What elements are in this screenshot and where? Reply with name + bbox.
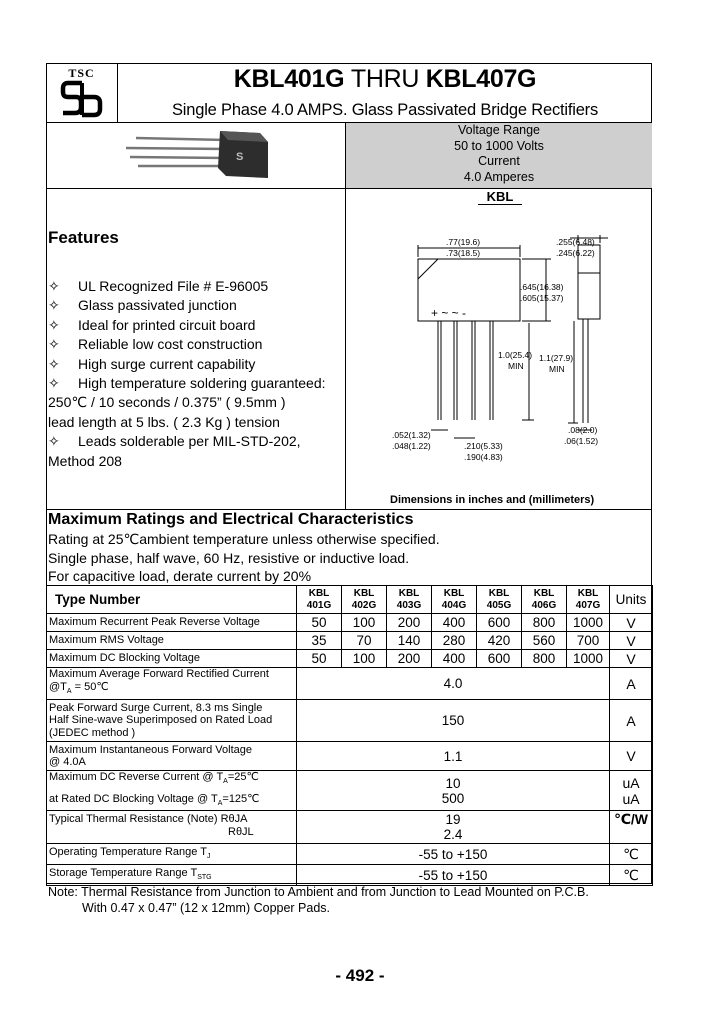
current-value: 4.0 Amperes	[463, 169, 535, 184]
ratings-table	[46, 585, 653, 886]
dim-width-min: .73(18.5)	[446, 248, 481, 258]
star-bullet-icon: ✧	[48, 297, 60, 314]
footnote-line-1: Note: Thermal Resistance from Junction to Ambient and from Junction to Lead Mounted on P.C.B.	[48, 885, 589, 899]
dim-thick-max: .255(6.48)	[556, 237, 595, 247]
footnote-line-2: With 0.47 x 0.47” (12 x 12mm) Copper Pads.	[82, 901, 331, 915]
feature-item: ✧ Leads solderable per MIL-STD-202,	[48, 432, 343, 451]
dim-pitch-max: .210(5.33)	[464, 441, 503, 451]
star-bullet-icon: ✧	[48, 355, 60, 372]
rating-summary-box	[346, 123, 652, 188]
table-row: Maximum DC Blocking Voltage 50 100 200 400 600 800 1000 V	[47, 650, 653, 668]
dim-pin-w-max: .052(1.32)	[392, 430, 431, 440]
feature-item: ✧ High temperature soldering guaranteed:	[48, 374, 343, 393]
svg-text:S: S	[236, 151, 244, 163]
page-subtitle: Single Phase 4.0 AMPS. Glass Passivated Bridge Rectifiers	[171, 101, 599, 119]
table-row: Maximum Instantaneous Forward Voltage @ 4.0A 1.1 V	[47, 742, 653, 771]
feature-continuation: Method 208	[48, 452, 122, 469]
page-title	[118, 65, 652, 94]
feature-continuation: 250℃ / 10 seconds / 0.375” ( 9.5mm )	[48, 394, 286, 411]
dim-pin-w-min: .048(1.22)	[392, 441, 431, 451]
voltage-range-value: 50 to 1000 Volts	[454, 138, 544, 153]
table-row: Maximum Recurrent Peak Reverse Voltage 50 100 200 400 600 800 1000 V	[47, 614, 653, 632]
dim-thick-min: .245(6.22)	[556, 248, 595, 258]
dimension-caption: Dimensions in inches and (millimeters)	[390, 494, 595, 506]
dim-height-max: .645(16.38)	[520, 282, 564, 292]
pin-polarity-marks: + ~ ~ -	[431, 306, 467, 320]
model-header: KBL 404G	[432, 586, 477, 614]
star-bullet-icon: ✧	[48, 375, 60, 392]
page-number: - 492 -	[335, 966, 385, 985]
features-list	[48, 277, 343, 471]
ratings-divider	[46, 509, 652, 510]
ratings-line-2: Single phase, half wave, 60 Hz, resistive or inductive load.	[48, 550, 410, 566]
table-row: Typical Thermal Resistance (Note) RθJA RθJL 19 2.4 ℃/W	[47, 811, 653, 844]
logo-mark-icon	[60, 80, 104, 118]
package-outline-drawing	[346, 205, 652, 490]
current-label: Current	[478, 154, 520, 168]
model-header: KBL 401G	[297, 586, 342, 614]
dim-lead-len2: 1.1(27.9)	[539, 353, 574, 363]
title-part2: KBL407G	[425, 65, 537, 93]
model-header: KBL 406G	[522, 586, 567, 614]
dim-pitch-min: .190(4.83)	[464, 452, 503, 462]
model-header: KBL 402G	[342, 586, 387, 614]
feature-item: ✧ Glass passivated junction	[48, 296, 343, 315]
ratings-line-3: For capacitive load, derate current by 20%	[48, 568, 312, 584]
table-row: Storage Temperature Range $T_{STG}$ -55 to +150 ℃	[47, 865, 653, 886]
units-header: Units	[610, 586, 653, 614]
feature-continuation: lead length at 5 lbs. ( 2.3 Kg ) tension	[48, 413, 280, 430]
tsc-logo	[46, 63, 117, 122]
model-header: KBL 405G	[477, 586, 522, 614]
dim-lead-len-min: MIN	[508, 361, 524, 371]
type-number-header: Type Number	[47, 586, 297, 614]
ratings-heading: Maximum Ratings and Electrical Characteristics	[48, 511, 414, 528]
star-bullet-icon: ✧	[48, 278, 60, 294]
table-header-row	[47, 586, 653, 614]
table-row: Maximum Average Forward Rectified Current $@T_A$ = 50℃ 4.0 A	[47, 668, 653, 700]
star-bullet-icon: ✧	[48, 336, 60, 353]
dim-lead-len2-min: MIN	[549, 364, 565, 374]
title-thru: THRU	[350, 65, 420, 93]
dim-lead-t-min: .06(1.52)	[564, 436, 599, 446]
product-divider	[46, 188, 652, 189]
table-row: Maximum RMS Voltage 35 70 140 280 420 560 700 V	[47, 632, 653, 650]
dim-lead-len: 1.0(25.4)	[498, 350, 533, 360]
model-header: KBL 407G	[567, 586, 610, 614]
feature-item: ✧ Reliable low cost construction	[48, 335, 343, 354]
feature-item: ✧ High surge current capability	[48, 355, 343, 374]
ratings-line-1: Rating at 25℃ambient temperature unless otherwise specified.	[48, 531, 440, 547]
title-part1: KBL401G	[233, 65, 345, 93]
table-row: Maximum DC Reverse Current @ $T_A=25℃$ at Rated DC Blocking Voltage @ $T_A=125℃$ 10 500 uA uA	[47, 771, 653, 811]
bridge-rectifier-image	[118, 128, 268, 182]
features-heading: Features	[48, 228, 119, 247]
feature-item: ✧ Ideal for printed circuit board	[48, 316, 343, 335]
star-bullet-icon: ✧	[48, 316, 60, 333]
model-header: KBL 403G	[387, 586, 432, 614]
voltage-range-label: Voltage Range	[457, 123, 540, 137]
logo-text: TSC	[68, 66, 95, 80]
package-label: KBL	[478, 189, 522, 205]
dim-width-max: .77(19.6)	[446, 237, 481, 247]
table-row: Operating Temperature Range $T_J$ -55 to +150 ℃	[47, 844, 653, 865]
table-row: Peak Forward Surge Current, 8.3 ms Single Half Sine-wave Superimposed on Rated Load (JEDEC method ) 150 A	[47, 700, 653, 742]
feature-item: ✧ UL Recognized File # E-96005	[48, 277, 343, 296]
star-bullet-icon: ✧	[48, 433, 60, 450]
dim-lead-t-max: .08(2.0)	[568, 425, 598, 435]
dim-height-min: .605(15.37)	[520, 293, 564, 303]
